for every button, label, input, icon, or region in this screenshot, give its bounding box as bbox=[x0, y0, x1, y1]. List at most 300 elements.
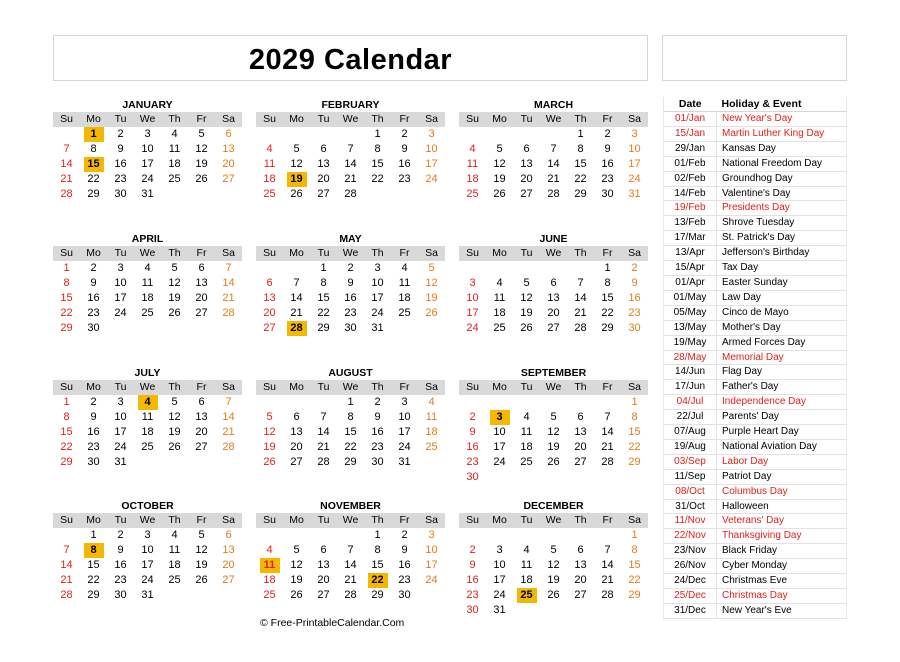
holiday-row bbox=[664, 275, 847, 290]
holiday-row bbox=[664, 529, 847, 544]
holiday-date: 17/Jun bbox=[664, 380, 717, 395]
day-cell: 9 bbox=[90, 411, 97, 423]
day-cell: 21 bbox=[601, 441, 614, 453]
day-cell: 21 bbox=[547, 173, 560, 185]
day-cell: 17 bbox=[371, 292, 384, 304]
empty-cell bbox=[283, 261, 310, 276]
holiday-name: Tax Day bbox=[717, 261, 847, 276]
day-cell: 13 bbox=[222, 143, 235, 155]
holiday-name: Shrove Tuesday bbox=[717, 216, 847, 231]
day-cell: 15 bbox=[60, 292, 73, 304]
day-cell: 14 bbox=[344, 158, 357, 170]
weekday-label: Tu bbox=[520, 113, 533, 125]
day-cell: 6 bbox=[320, 544, 327, 556]
day-cell: 27 bbox=[290, 456, 303, 468]
holiday-row bbox=[664, 156, 847, 171]
day-cell: 9 bbox=[604, 143, 611, 155]
day-cell: 12 bbox=[168, 277, 181, 289]
day-cell: 31 bbox=[371, 322, 384, 334]
day-cell: 26 bbox=[493, 188, 506, 200]
day-cell: 1 bbox=[320, 262, 327, 274]
holiday-name: Armed Forces Day bbox=[717, 335, 847, 350]
day-cell: 11 bbox=[263, 158, 276, 170]
holiday-date: 03/Sep bbox=[664, 454, 717, 469]
weekday-label: Fr bbox=[196, 113, 207, 125]
day-cell: 9 bbox=[469, 559, 476, 571]
weekday-label: Sa bbox=[628, 381, 641, 393]
day-cell: 31 bbox=[398, 456, 411, 468]
day-cell: 3 bbox=[144, 128, 151, 140]
day-cell: 22 bbox=[317, 307, 330, 319]
day-cell: 7 bbox=[604, 544, 611, 556]
day-cell: 14 bbox=[222, 277, 235, 289]
holiday-name: Martin Luther King Day bbox=[717, 126, 847, 141]
day-cell: 15 bbox=[317, 292, 330, 304]
day-cell: 4 bbox=[266, 544, 273, 556]
day-cell: 11 bbox=[260, 558, 280, 573]
day-grid bbox=[53, 395, 242, 470]
day-cell: 26 bbox=[195, 574, 208, 586]
weekday-label: Sa bbox=[222, 113, 235, 125]
weekday-label: Th bbox=[371, 113, 384, 125]
empty-cell bbox=[540, 528, 567, 543]
holiday-date: 01/Feb bbox=[664, 156, 717, 171]
day-cell: 22 bbox=[628, 574, 641, 586]
holiday-name: Cinco de Mayo bbox=[717, 305, 847, 320]
weekday-header bbox=[256, 513, 445, 528]
day-cell: 29 bbox=[60, 322, 73, 334]
day-cell: 21 bbox=[60, 173, 73, 185]
day-cell: 12 bbox=[547, 559, 560, 571]
holiday-row bbox=[664, 395, 847, 410]
weekday-label: Mo bbox=[289, 113, 304, 125]
day-cell: 16 bbox=[371, 426, 384, 438]
day-cell: 17 bbox=[141, 559, 154, 571]
month-name: JULY bbox=[134, 367, 161, 379]
day-cell: 12 bbox=[168, 411, 181, 423]
day-cell: 10 bbox=[493, 559, 506, 571]
day-cell: 6 bbox=[550, 277, 557, 289]
holiday-row bbox=[664, 320, 847, 335]
day-cell: 7 bbox=[550, 143, 557, 155]
weekday-header bbox=[459, 380, 648, 395]
weekday-header bbox=[459, 513, 648, 528]
day-cell: 4 bbox=[523, 411, 530, 423]
holiday-date: 28/May bbox=[664, 350, 717, 365]
day-cell: 2 bbox=[90, 262, 97, 274]
day-cell: 28 bbox=[287, 321, 307, 336]
day-cell: 18 bbox=[466, 173, 479, 185]
weekday-label: Mo bbox=[492, 514, 507, 526]
holiday-name: Presidents Day bbox=[717, 201, 847, 216]
day-cell: 22 bbox=[574, 173, 587, 185]
day-cell: 17 bbox=[141, 158, 154, 170]
day-cell: 13 bbox=[574, 559, 587, 571]
day-cell: 18 bbox=[168, 158, 181, 170]
day-cell: 25 bbox=[168, 574, 181, 586]
day-cell: 28 bbox=[60, 188, 73, 200]
day-cell: 16 bbox=[601, 158, 614, 170]
day-cell: 22 bbox=[87, 574, 100, 586]
day-cell: 10 bbox=[493, 426, 506, 438]
weekday-label: Th bbox=[168, 113, 181, 125]
weekday-label: Su bbox=[60, 247, 73, 259]
weekday-label: Fr bbox=[602, 514, 613, 526]
day-cell: 4 bbox=[496, 277, 503, 289]
holiday-date: 25/Dec bbox=[664, 589, 717, 604]
holiday-row bbox=[664, 589, 847, 604]
holiday-date: 01/Jan bbox=[664, 112, 717, 127]
weekday-label: Mo bbox=[86, 381, 101, 393]
day-cell: 26 bbox=[168, 441, 181, 453]
day-cell: 5 bbox=[523, 277, 530, 289]
day-cell: 26 bbox=[425, 307, 438, 319]
weekday-label: Tu bbox=[114, 381, 127, 393]
day-cell: 9 bbox=[117, 544, 124, 556]
weekday-label: Tu bbox=[114, 247, 127, 259]
weekday-label: Sa bbox=[222, 514, 235, 526]
day-cell: 10 bbox=[114, 277, 127, 289]
holiday-date: 04/Jul bbox=[664, 395, 717, 410]
weekday-header bbox=[459, 112, 648, 127]
empty-cell bbox=[310, 528, 337, 543]
day-cell: 27 bbox=[263, 322, 276, 334]
day-cell: 14 bbox=[601, 559, 614, 571]
day-cell: 13 bbox=[317, 158, 330, 170]
weekday-header bbox=[256, 246, 445, 261]
day-cell: 1 bbox=[631, 529, 638, 541]
day-cell: 2 bbox=[374, 396, 381, 408]
day-cell: 9 bbox=[347, 277, 354, 289]
day-cell: 15 bbox=[87, 559, 100, 571]
holiday-row bbox=[664, 201, 847, 216]
weekday-label: Mo bbox=[289, 381, 304, 393]
weekday-label: Su bbox=[466, 514, 479, 526]
weekday-header bbox=[53, 380, 242, 395]
empty-cell bbox=[594, 395, 621, 410]
day-cell: 3 bbox=[631, 128, 638, 140]
day-cell: 3 bbox=[469, 277, 476, 289]
day-cell: 3 bbox=[428, 529, 435, 541]
weekday-label: We bbox=[342, 381, 359, 393]
day-cell: 3 bbox=[490, 410, 510, 425]
day-cell: 13 bbox=[195, 411, 208, 423]
day-cell: 28 bbox=[344, 188, 357, 200]
day-cell: 6 bbox=[198, 262, 205, 274]
day-cell: 4 bbox=[171, 128, 178, 140]
holiday-name: Christmas Day bbox=[717, 589, 847, 604]
empty-cell bbox=[459, 395, 486, 410]
day-grid bbox=[256, 528, 445, 603]
month-name: APRIL bbox=[131, 233, 164, 245]
weekday-label: Sa bbox=[222, 381, 235, 393]
weekday-label: We bbox=[139, 514, 156, 526]
day-cell: 12 bbox=[547, 426, 560, 438]
empty-cell bbox=[513, 127, 540, 142]
day-cell: 8 bbox=[631, 411, 638, 423]
day-cell: 4 bbox=[523, 544, 530, 556]
day-cell: 18 bbox=[141, 292, 154, 304]
day-cell: 7 bbox=[63, 544, 70, 556]
holiday-name: National Aviation Day bbox=[717, 439, 847, 454]
weekday-label: Su bbox=[60, 381, 73, 393]
empty-cell bbox=[486, 261, 513, 276]
holiday-date: 19/Feb bbox=[664, 201, 717, 216]
day-cell: 7 bbox=[347, 544, 354, 556]
day-grid bbox=[459, 528, 648, 618]
day-cell: 25 bbox=[141, 441, 154, 453]
day-cell: 4 bbox=[401, 262, 408, 274]
holiday-table bbox=[663, 97, 847, 619]
holiday-name: New Year's Eve bbox=[717, 603, 847, 618]
day-cell: 28 bbox=[601, 589, 614, 601]
day-cell: 22 bbox=[371, 173, 384, 185]
month-name: AUGUST bbox=[328, 367, 373, 379]
holiday-row bbox=[664, 574, 847, 589]
month-name: DECEMBER bbox=[523, 500, 584, 512]
holiday-name: Parents' Day bbox=[717, 410, 847, 425]
holiday-date: 13/May bbox=[664, 320, 717, 335]
holiday-row bbox=[664, 112, 847, 127]
weekday-label: Tu bbox=[520, 381, 533, 393]
day-cell: 2 bbox=[90, 396, 97, 408]
weekday-label: We bbox=[545, 381, 562, 393]
holiday-row bbox=[664, 335, 847, 350]
day-cell: 11 bbox=[493, 292, 506, 304]
day-cell: 5 bbox=[550, 544, 557, 556]
day-cell: 19 bbox=[168, 426, 181, 438]
day-cell: 18 bbox=[263, 173, 276, 185]
day-cell: 24 bbox=[398, 441, 411, 453]
holiday-date: 15/Apr bbox=[664, 261, 717, 276]
day-cell: 3 bbox=[496, 544, 503, 556]
day-cell: 27 bbox=[195, 441, 208, 453]
day-cell: 11 bbox=[520, 426, 533, 438]
day-cell: 5 bbox=[496, 143, 503, 155]
day-cell: 15 bbox=[344, 426, 357, 438]
weekday-label: Sa bbox=[628, 514, 641, 526]
weekday-label: Fr bbox=[399, 247, 410, 259]
day-cell: 23 bbox=[87, 441, 100, 453]
day-cell: 19 bbox=[547, 441, 560, 453]
day-cell: 7 bbox=[320, 411, 327, 423]
day-cell: 27 bbox=[520, 188, 533, 200]
day-cell: 6 bbox=[577, 544, 584, 556]
day-cell: 18 bbox=[263, 574, 276, 586]
day-cell: 24 bbox=[493, 456, 506, 468]
holiday-row bbox=[664, 186, 847, 201]
day-cell: 19 bbox=[168, 292, 181, 304]
day-cell: 15 bbox=[371, 158, 384, 170]
day-cell: 26 bbox=[263, 456, 276, 468]
day-cell: 9 bbox=[631, 277, 638, 289]
weekday-label: Mo bbox=[86, 247, 101, 259]
day-cell: 27 bbox=[317, 188, 330, 200]
day-cell: 24 bbox=[114, 441, 127, 453]
day-cell: 28 bbox=[601, 456, 614, 468]
holiday-name: Kansas Day bbox=[717, 141, 847, 156]
day-cell: 6 bbox=[225, 529, 232, 541]
day-cell: 26 bbox=[195, 173, 208, 185]
day-cell: 16 bbox=[466, 441, 479, 453]
holiday-row bbox=[664, 231, 847, 246]
day-cell: 24 bbox=[628, 173, 641, 185]
day-cell: 9 bbox=[401, 143, 408, 155]
holiday-row bbox=[664, 350, 847, 365]
day-cell: 2 bbox=[347, 262, 354, 274]
day-cell: 23 bbox=[87, 307, 100, 319]
weekday-label: Su bbox=[466, 381, 479, 393]
day-cell: 21 bbox=[344, 173, 357, 185]
day-cell: 16 bbox=[398, 158, 411, 170]
holiday-date: 22/Nov bbox=[664, 529, 717, 544]
day-cell: 15 bbox=[371, 559, 384, 571]
weekday-label: Mo bbox=[492, 247, 507, 259]
day-cell: 28 bbox=[547, 188, 560, 200]
day-cell: 7 bbox=[225, 262, 232, 274]
weekday-label: We bbox=[545, 514, 562, 526]
empty-cell bbox=[486, 127, 513, 142]
day-cell: 29 bbox=[344, 456, 357, 468]
weekday-label: Sa bbox=[628, 247, 641, 259]
day-cell: 19 bbox=[287, 172, 307, 187]
day-cell: 25 bbox=[263, 188, 276, 200]
day-cell: 9 bbox=[90, 277, 97, 289]
day-cell: 23 bbox=[601, 173, 614, 185]
day-cell: 10 bbox=[425, 143, 438, 155]
holiday-date: 17/Mar bbox=[664, 231, 717, 246]
weekday-label: Fr bbox=[399, 514, 410, 526]
day-cell: 24 bbox=[141, 574, 154, 586]
day-cell: 3 bbox=[117, 396, 124, 408]
holiday-date: 07/Aug bbox=[664, 425, 717, 440]
day-cell: 10 bbox=[398, 411, 411, 423]
day-grid bbox=[256, 395, 445, 470]
day-cell: 16 bbox=[398, 559, 411, 571]
month-august bbox=[256, 366, 445, 470]
day-cell: 9 bbox=[374, 411, 381, 423]
day-cell: 2 bbox=[631, 262, 638, 274]
day-cell: 21 bbox=[574, 307, 587, 319]
weekday-label: Su bbox=[60, 113, 73, 125]
day-grid bbox=[459, 261, 648, 336]
day-cell: 28 bbox=[344, 589, 357, 601]
day-cell: 15 bbox=[574, 158, 587, 170]
day-cell: 20 bbox=[195, 426, 208, 438]
day-cell: 8 bbox=[604, 277, 611, 289]
empty-cell bbox=[256, 261, 283, 276]
day-cell: 20 bbox=[547, 307, 560, 319]
day-cell: 17 bbox=[466, 307, 479, 319]
day-cell: 18 bbox=[520, 441, 533, 453]
empty-cell bbox=[310, 127, 337, 142]
day-cell: 13 bbox=[290, 426, 303, 438]
day-cell: 14 bbox=[290, 292, 303, 304]
weekday-label: Th bbox=[168, 514, 181, 526]
holiday-name: Father's Day bbox=[717, 380, 847, 395]
empty-cell bbox=[567, 261, 594, 276]
day-cell: 28 bbox=[60, 589, 73, 601]
day-cell: 29 bbox=[628, 456, 641, 468]
weekday-label: Tu bbox=[317, 247, 330, 259]
holiday-name: Patriot Day bbox=[717, 469, 847, 484]
empty-cell bbox=[256, 127, 283, 142]
day-grid bbox=[53, 528, 242, 603]
day-cell: 13 bbox=[195, 277, 208, 289]
empty-cell bbox=[256, 395, 283, 410]
day-cell: 20 bbox=[574, 441, 587, 453]
day-cell: 9 bbox=[401, 544, 408, 556]
day-cell: 14 bbox=[317, 426, 330, 438]
day-cell: 10 bbox=[628, 143, 641, 155]
day-cell: 1 bbox=[347, 396, 354, 408]
weekday-label: Sa bbox=[425, 247, 438, 259]
weekday-label: Fr bbox=[602, 113, 613, 125]
footer-credit: © Free-PrintableCalendar.Com bbox=[260, 617, 405, 629]
day-cell: 12 bbox=[195, 143, 208, 155]
day-cell: 27 bbox=[574, 456, 587, 468]
holiday-row bbox=[664, 261, 847, 276]
empty-cell bbox=[283, 127, 310, 142]
day-cell: 7 bbox=[604, 411, 611, 423]
holiday-date: 15/Jan bbox=[664, 126, 717, 141]
weekday-label: Th bbox=[574, 113, 587, 125]
holiday-row bbox=[664, 514, 847, 529]
day-cell: 22 bbox=[344, 441, 357, 453]
day-cell: 4 bbox=[144, 262, 151, 274]
weekday-label: Su bbox=[466, 247, 479, 259]
day-cell: 2 bbox=[401, 529, 408, 541]
day-cell: 17 bbox=[398, 426, 411, 438]
weekday-label: Mo bbox=[289, 247, 304, 259]
day-cell: 13 bbox=[520, 158, 533, 170]
holiday-row bbox=[664, 484, 847, 499]
day-cell: 19 bbox=[520, 307, 533, 319]
day-cell: 3 bbox=[428, 128, 435, 140]
day-cell: 1 bbox=[604, 262, 611, 274]
weekday-label: Tu bbox=[114, 113, 127, 125]
empty-cell bbox=[486, 528, 513, 543]
holiday-row bbox=[664, 365, 847, 380]
month-september bbox=[459, 366, 648, 485]
holiday-row bbox=[664, 410, 847, 425]
empty-cell bbox=[540, 127, 567, 142]
weekday-label: Fr bbox=[196, 514, 207, 526]
holiday-date: 22/Jul bbox=[664, 410, 717, 425]
day-cell: 6 bbox=[266, 277, 273, 289]
day-cell: 12 bbox=[493, 158, 506, 170]
day-cell: 13 bbox=[263, 292, 276, 304]
day-cell: 14 bbox=[60, 559, 73, 571]
day-cell: 14 bbox=[547, 158, 560, 170]
day-cell: 31 bbox=[493, 604, 506, 616]
day-cell: 4 bbox=[469, 143, 476, 155]
day-cell: 7 bbox=[577, 277, 584, 289]
holiday-name: St. Patrick's Day bbox=[717, 231, 847, 246]
weekday-header bbox=[256, 112, 445, 127]
day-cell: 24 bbox=[141, 173, 154, 185]
day-cell: 24 bbox=[493, 589, 506, 601]
empty-cell bbox=[486, 395, 513, 410]
day-cell: 8 bbox=[374, 143, 381, 155]
day-cell: 17 bbox=[628, 158, 641, 170]
day-cell: 11 bbox=[520, 559, 533, 571]
day-cell: 21 bbox=[222, 292, 235, 304]
holiday-name: Valentine's Day bbox=[717, 186, 847, 201]
weekday-header bbox=[53, 246, 242, 261]
day-cell: 4 bbox=[138, 395, 158, 410]
weekday-label: Tu bbox=[317, 381, 330, 393]
